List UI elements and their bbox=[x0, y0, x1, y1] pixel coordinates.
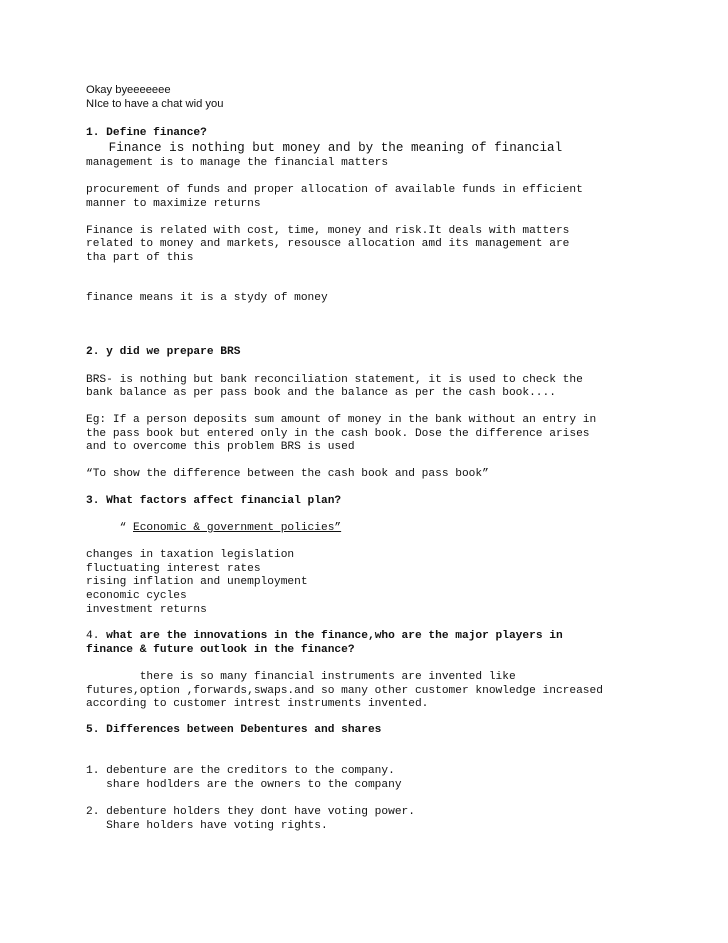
q3-list-item: rising inflation and unemployment bbox=[86, 576, 308, 588]
q5-item-2-line-2: Share holders have voting rights. bbox=[86, 820, 328, 832]
question-3-heading: 3. What factors affect financial plan? bbox=[86, 495, 342, 507]
q2-paragraph-2-line-3: and to overcome this problem BRS is used bbox=[86, 441, 355, 453]
q4-paragraph-line-1: there is so many financial instruments are invented like bbox=[86, 671, 516, 683]
q1-paragraph-3-line-3: tha part of this bbox=[86, 252, 194, 264]
question-5-heading: 5. Differences between Debentures and shares bbox=[86, 724, 382, 736]
q5-item-2-line-1: 2. debenture holders they dont have voting power. bbox=[86, 806, 415, 818]
q3-list-item: fluctuating interest rates bbox=[86, 563, 261, 575]
q1-paragraph-4: finance means it is a stydy of money bbox=[86, 292, 328, 304]
q1-definition-line-2: management is to manage the financial matters bbox=[86, 157, 389, 169]
question-4-heading-line-1 bbox=[86, 630, 563, 644]
question-1-heading: 1. Define finance? bbox=[86, 127, 207, 139]
q4-paragraph-line-2: futures,option ,forwards,swaps.and so many other customer knowledge increased bbox=[86, 685, 603, 697]
q3-quote-open: “ bbox=[86, 522, 133, 534]
question-4-number: 4. bbox=[86, 630, 107, 642]
intro-line-2: NIce to have a chat wid you bbox=[86, 98, 224, 110]
q4-paragraph-line-3: according to customer intrest instruments invented. bbox=[86, 698, 429, 710]
q5-item-1-line-2: share hodlders are the owners to the company bbox=[86, 779, 402, 791]
q1-paragraph-3-line-1: Finance is related with cost, time, money and risk.It deals with matters bbox=[86, 225, 570, 237]
intro-line-1: Okay byeeeeeee bbox=[86, 84, 171, 96]
q1-paragraph-3-line-2: related to money and markets, resousce allocation amd its management are bbox=[86, 238, 570, 250]
q3-list-item: investment returns bbox=[86, 604, 207, 616]
question-2-heading: 2. y did we prepare BRS bbox=[86, 346, 241, 358]
q3-quote-line bbox=[86, 522, 341, 536]
q1-paragraph-2-line-1: procurement of funds and proper allocation of available funds in efficient bbox=[86, 184, 583, 196]
q2-paragraph-1-line-2: bank balance as per pass book and the balance as per the cash book.... bbox=[86, 387, 556, 399]
question-4-heading-text: what are the innovations in the finance,who are the major players in bbox=[106, 630, 563, 642]
q2-paragraph-1-line-1: BRS- is nothing but bank reconciliation statement, it is used to check the bbox=[86, 374, 583, 386]
q5-item-1-line-1: 1. debenture are the creditors to the company. bbox=[86, 765, 395, 777]
q3-list-item: changes in taxation legislation bbox=[86, 549, 295, 561]
question-4-heading-line-2: finance & future outlook in the finance? bbox=[86, 644, 355, 656]
q3-list-item: economic cycles bbox=[86, 590, 187, 602]
q3-quote-text: Economic & government policies” bbox=[133, 522, 342, 534]
q2-paragraph-2-line-1: Eg: If a person deposits sum amount of money in the bank without an entry in bbox=[86, 414, 597, 426]
q1-paragraph-2-line-2: manner to maximize returns bbox=[86, 198, 261, 210]
q2-quote: “To show the difference between the cash book and pass book” bbox=[86, 468, 489, 480]
q1-definition-line-1: Finance is nothing but money and by the meaning of financial bbox=[86, 141, 563, 155]
q2-paragraph-2-line-2: the pass book but entered only in the cash book. Dose the difference arises bbox=[86, 428, 590, 440]
